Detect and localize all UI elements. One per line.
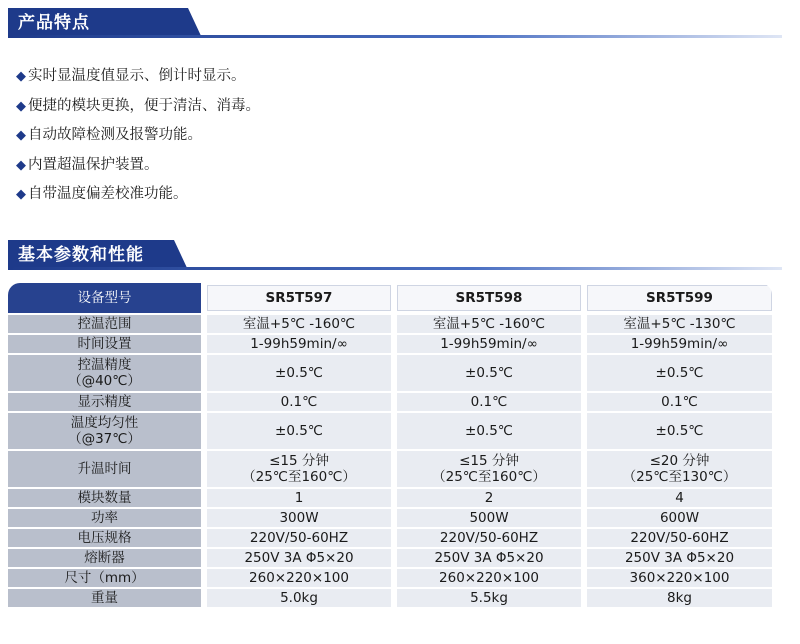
table-cell: ±0.5℃ — [394, 412, 584, 450]
table-cell: 220V/50-60HZ — [584, 528, 772, 548]
table-cell: 1-99h59min/∞ — [204, 334, 394, 354]
table-cell: 1-99h59min/∞ — [394, 334, 584, 354]
row-label: 模块数量 — [8, 488, 204, 508]
row-label: 升温时间 — [8, 450, 204, 488]
section-divider — [8, 35, 782, 38]
table-cell: 室温+5℃ -160℃ — [204, 314, 394, 334]
table-cell: ±0.5℃ — [204, 354, 394, 392]
table-cell: 250V 3A Φ5×20 — [204, 548, 394, 568]
table-cell: ±0.5℃ — [204, 412, 394, 450]
row-label: 控温范围 — [8, 314, 204, 334]
table-cell: 4 — [584, 488, 772, 508]
row-label: 熔断器 — [8, 548, 204, 568]
table-cell: 8kg — [584, 588, 772, 608]
table-cell: 260×220×100 — [394, 568, 584, 588]
diamond-bullet-icon: ◆ — [16, 187, 26, 202]
table-header-label: 设备型号 — [8, 283, 204, 314]
table-cell: 300W — [204, 508, 394, 528]
table-cell: 0.1℃ — [204, 392, 394, 412]
table-cell: 360×220×100 — [584, 568, 772, 588]
list-item: ◆ 便捷的模块更换，便于清洁、消毒。 — [16, 97, 260, 114]
table-cell: 260×220×100 — [204, 568, 394, 588]
table-row — [8, 548, 772, 568]
feature-list — [16, 62, 260, 210]
table-cell: 500W — [394, 508, 584, 528]
table-cell: 1-99h59min/∞ — [584, 334, 772, 354]
table-cell: 0.1℃ — [394, 392, 584, 412]
row-label: 电压规格 — [8, 528, 204, 548]
table-body — [8, 314, 772, 608]
model-header: SR5T598 — [394, 283, 584, 314]
table-cell: 室温+5℃ -130℃ — [584, 314, 772, 334]
table-row — [8, 508, 772, 528]
section-header-params — [0, 240, 800, 270]
row-label: 时间设置 — [8, 334, 204, 354]
table-row — [8, 334, 772, 354]
row-label: 温度均匀性 （@37℃） — [8, 412, 204, 450]
table-cell: 250V 3A Φ5×20 — [394, 548, 584, 568]
diamond-bullet-icon: ◆ — [16, 157, 26, 173]
table-cell: ±0.5℃ — [584, 354, 772, 392]
table-cell: 2 — [394, 488, 584, 508]
section-title-params: 基本参数和性能 — [8, 240, 174, 270]
table-row — [8, 588, 772, 608]
list-item: ◆ 实时显温度值显示、倒计时显示。 — [16, 68, 246, 84]
model-header: SR5T599 — [584, 283, 772, 314]
row-label: 尺寸（mm） — [8, 568, 204, 588]
table-cell: 220V/50-60HZ — [394, 528, 584, 548]
list-item: ◆ 自带温度偏差校准功能。 — [16, 186, 188, 202]
table-cell: 600W — [584, 508, 772, 528]
table-cell: 5.5kg — [394, 588, 584, 608]
table-row — [8, 354, 772, 392]
row-label: 控温精度 （@40℃） — [8, 354, 204, 392]
table-row — [8, 392, 772, 412]
table-cell: ±0.5℃ — [394, 354, 584, 392]
table-cell: ≤20 分钟 （25℃至130℃） — [584, 450, 772, 488]
table-row — [8, 488, 772, 508]
table-cell: ≤15 分钟 （25℃至160℃） — [204, 450, 394, 488]
section-header-features — [0, 8, 800, 38]
table-cell: 250V 3A Φ5×20 — [584, 548, 772, 568]
diamond-bullet-icon: ◆ — [16, 69, 26, 84]
table-row — [8, 412, 772, 450]
section-divider — [8, 267, 782, 270]
table-cell: 5.0kg — [204, 588, 394, 608]
section-title-features: 产品特点 — [8, 8, 188, 38]
model-header: SR5T597 — [204, 283, 394, 314]
table-row — [8, 314, 772, 334]
diamond-bullet-icon: ◆ — [16, 98, 26, 114]
table-cell: ±0.5℃ — [584, 412, 772, 450]
row-label: 重量 — [8, 588, 204, 608]
row-label: 显示精度 — [8, 392, 204, 412]
spec-table — [8, 283, 772, 609]
row-label: 功率 — [8, 508, 204, 528]
table-row — [8, 450, 772, 488]
list-item: ◆ 自动故障检测及报警功能。 — [16, 127, 202, 143]
table-cell: 220V/50-60HZ — [204, 528, 394, 548]
diamond-bullet-icon: ◆ — [16, 128, 26, 143]
table-cell: 室温+5℃ -160℃ — [394, 314, 584, 334]
table-row — [8, 568, 772, 588]
table-cell: 0.1℃ — [584, 392, 772, 412]
table-row — [8, 528, 772, 548]
spec-table-container — [8, 283, 772, 636]
table-cell: ≤15 分钟 （25℃至160℃） — [394, 450, 584, 488]
list-item: ◆ 内置超温保护装置。 — [16, 156, 159, 173]
table-cell: 1 — [204, 488, 394, 508]
